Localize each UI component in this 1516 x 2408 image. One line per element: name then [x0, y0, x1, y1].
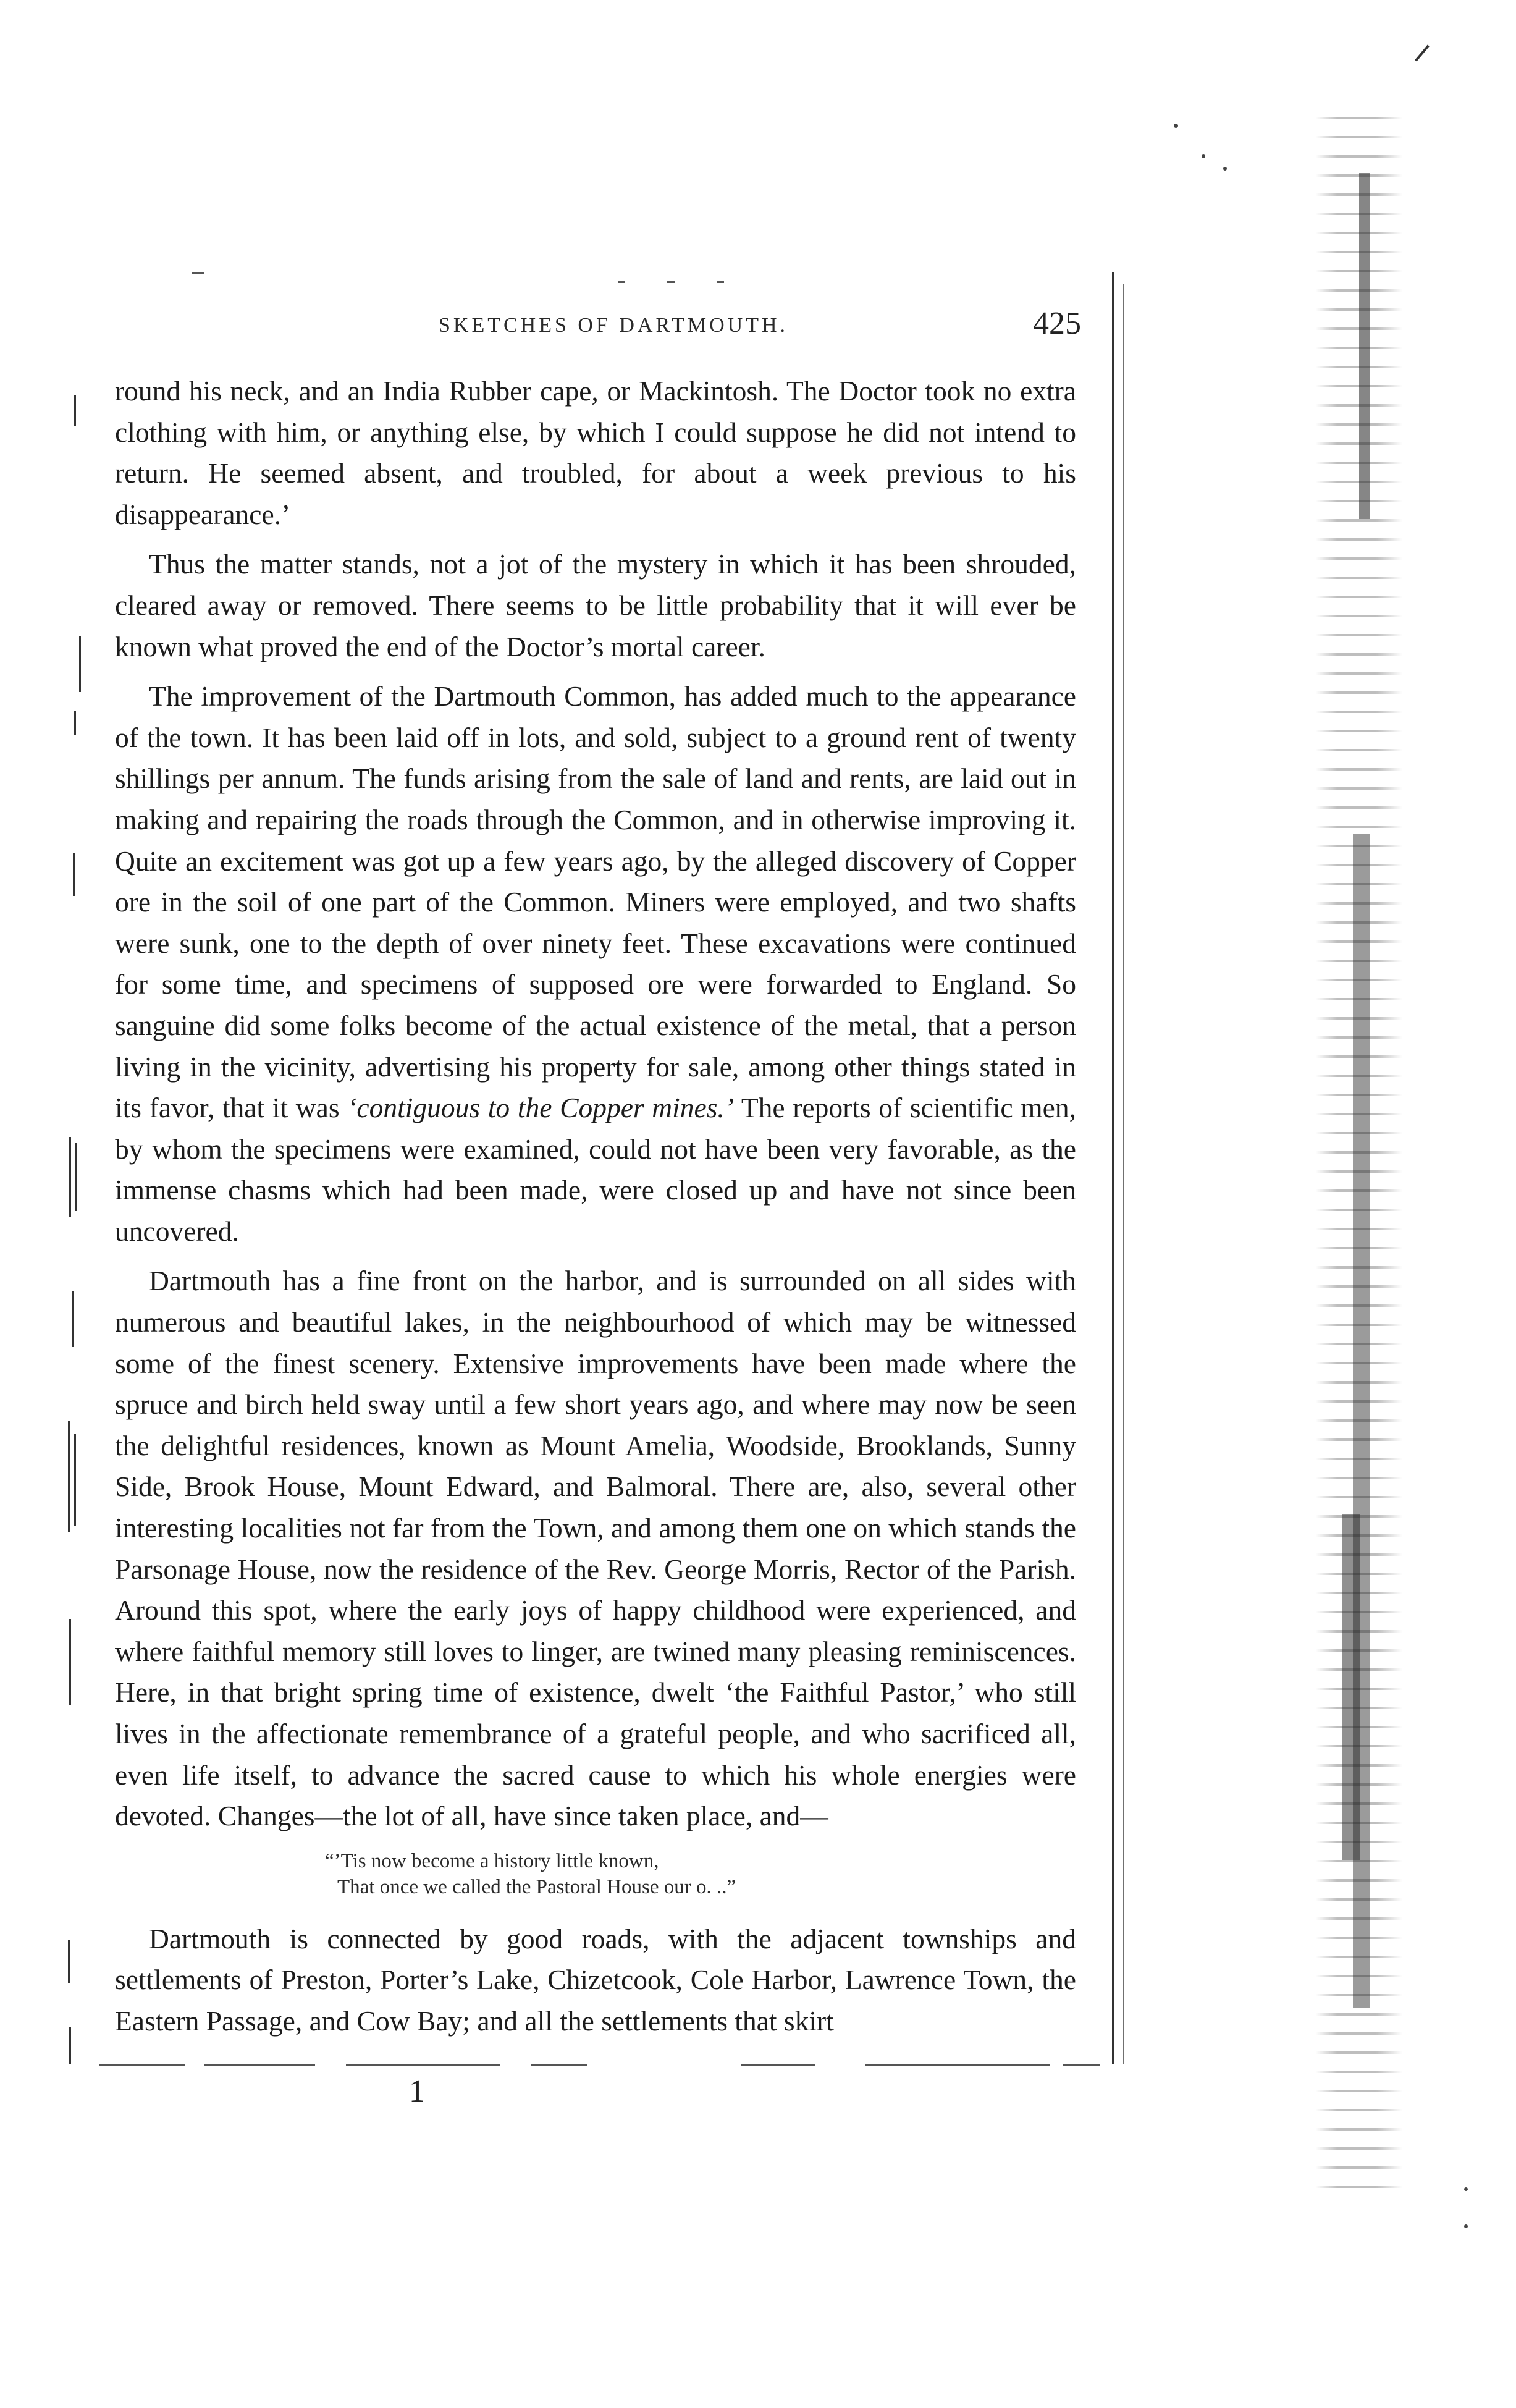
running-header: [93, 306, 1081, 352]
bottom-rule-segment: [346, 2064, 500, 2066]
paragraph-2: Thus the matter stands, not a jot of the mystery in which it has been shrouded, cleared away or removed. There seems to be little probability that it will ever be known what proved the end of the Doctor’s mortal career.: [115, 548, 1076, 662]
bottom-rule-segment: [741, 2064, 815, 2066]
right-margin-rule-2: [1123, 284, 1124, 2064]
verse-quote: [115, 1848, 1076, 1900]
scan-edge-band: [1342, 1514, 1360, 1860]
speck: [1464, 2187, 1468, 2191]
left-gutter-mark: [69, 2027, 71, 2064]
bottom-rule-segment: [204, 2064, 315, 2066]
left-gutter-mark: [74, 711, 76, 735]
left-gutter-mark: [74, 1434, 76, 1526]
quote-line-1: “’Tis now become a history little known,: [325, 1849, 659, 1872]
bottom-rule-segment: [531, 2064, 587, 2066]
body-text: [115, 371, 1076, 2042]
bottom-rule-segment: [865, 2064, 1050, 2066]
left-gutter-mark: [73, 853, 75, 896]
right-margin-rule-1: [1112, 272, 1114, 2064]
paragraph-4: Dartmouth has a fine front on the harbor, and is surrounded on all sides with numerous and beautiful lakes, in the neighbourhood of which may be witnessed some of the finest scenery. Extensive improvements have been made where the spruce and birch held sway until a few short years ago, and where may now be seen the delightful residences, known as Mount Amelia, Woodside, Brooklands, Sunny Side, Brook House, Mount Edward, and Balmoral. There are, also, several other interesting localities not far from the Town, and among them one on which stands the Parsonage House, now the residence of the Rev. George Morris, Rector of the Parish. Around this spot, where the early joys of happy childhood were experienced, and where faithful memory still loves to linger, are twined many pleasing reminiscences. Here, in that bright spring time of existence, dwelt ‘the Faithful Pastor,’ who still lives in the affectionate remembrance of a grateful people, and who sacrificed all, even life itself, to advance the sacred cause to which his whole energies were devoted. Changes—the lot of all, have since taken place, and—: [115, 1265, 1076, 1832]
left-gutter-mark: [69, 1619, 71, 1705]
paragraph-1: round his neck, and an India Rubber cape, or Mackintosh. The Doctor took no extra clothing with him, or anything else, by which I could suppose he did not intend to return. He seemed absent, and troubled, for about a week previous to his disappearance.’: [115, 375, 1076, 530]
left-gutter-mark: [74, 395, 76, 426]
top-rule-segment: [717, 281, 724, 283]
running-title: SKETCHES OF DARTMOUTH.: [439, 314, 789, 337]
bottom-rule-segment: [1063, 2064, 1100, 2066]
left-gutter-mark: [69, 1137, 71, 1217]
left-gutter-mark: [75, 1143, 77, 1211]
paragraph-3-part-a: The improvement of the Dartmouth Common, has added much to the appearance of the town. It has been laid off in lots, and sold, subject to a ground rent of twenty shillings per annum. The funds arising from the sale of land and rents, are laid out in making and repairing the roads through the Common, and in otherwise improving it. Quite an excitement was got up a few years ago, by the alleged discovery of Copper ore in the soil of one part of the Common. Miners were employed, and two shafts were sunk, one to the depth of over ninety feet. These excavations were continued for some time, and specimens of supposed ore were forwarded to England. So sanguine did some folks become of the actual existence of the metal, that a person living in the vicinity, advertising his property for sale, among other things stated in its favor, that it was: [115, 680, 1076, 1124]
paragraph-3: [115, 676, 1076, 1252]
corner-mark: [1415, 44, 1430, 61]
speck: [1223, 167, 1227, 171]
paragraph-3-italic: ‘contiguous to the Copper mines.’: [347, 1092, 734, 1124]
left-gutter-mark: [68, 1421, 70, 1532]
top-rule-segment: [667, 281, 675, 283]
left-gutter-mark: [68, 1940, 70, 1983]
top-rule-segment: [618, 281, 625, 283]
paragraph-5: Dartmouth is connected by good roads, with the adjacent townships and settlements of Preston, Porter’s Lake, Chizetcook, Cole Harbor, Lawrence Town, the Eastern Passage, and Cow Bay; and all the settlements that skirt: [115, 1922, 1076, 2037]
bottom-rule-segment: [99, 2064, 185, 2066]
left-gutter-mark: [72, 1291, 74, 1347]
quote-line-2: That once we called the Pastoral House our o. ..”: [337, 1875, 736, 1898]
speck: [1174, 124, 1178, 128]
paragraph-3-part-b: The reports of scientific men, by whom the specimens were examined, could not have been very favorable, as the immense chasms which had been made, were closed up and have not since been uncovered.: [115, 1092, 1076, 1247]
footer-mark: 1: [409, 2074, 425, 2109]
speck: [1464, 2224, 1468, 2228]
left-gutter-mark: [79, 636, 81, 692]
top-rule-segment: [192, 272, 204, 274]
page-number: 425: [1033, 306, 1081, 341]
speck: [1202, 154, 1205, 158]
scan-edge-band: [1359, 173, 1370, 519]
